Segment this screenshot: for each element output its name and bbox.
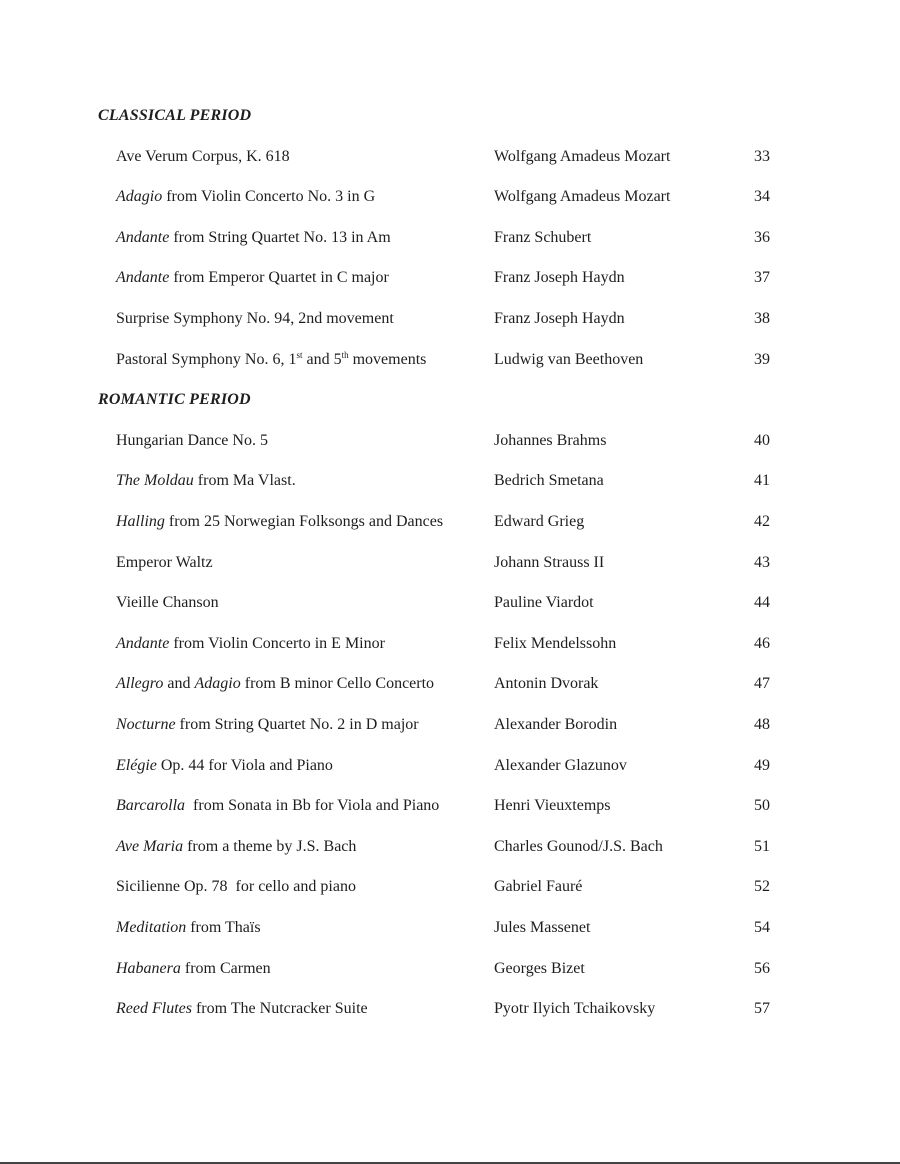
title-text-part: from Carmen	[180, 959, 271, 977]
title-text-part: Pastoral Symphony No. 6, 1	[116, 350, 297, 368]
title-italic-part: The Moldau	[116, 472, 194, 490]
entry-page-number: 54	[754, 919, 770, 936]
title-text-part: from 25 Norwegian Folksongs and Dances	[164, 513, 444, 530]
entry-title	[116, 872, 356, 902]
title-italic-part: Andante	[116, 269, 170, 287]
toc-entry	[0, 872, 900, 902]
toc-entry	[0, 182, 900, 212]
entry-composer: Alexander Borodin	[494, 716, 618, 733]
title-text-part: and 5	[302, 350, 342, 368]
title-text-part: from B minor Cello Concerto	[240, 675, 435, 693]
title-text-part: from a theme by J.S. Bach	[183, 837, 357, 855]
title-text-part: Surprise Symphony No. 94, 2nd movement	[116, 310, 394, 327]
entry-page-number: 38	[754, 310, 770, 327]
title-italic-part: Meditation	[116, 919, 187, 936]
section-heading: ROMANTIC PERIOD	[98, 391, 251, 409]
title-text-part: from Ma Vlast.	[193, 472, 296, 490]
entry-composer: Pauline Viardot	[494, 594, 594, 612]
toc-entry	[0, 466, 900, 496]
entry-page-number: 57	[754, 1000, 770, 1018]
entry-composer: Johannes Brahms	[494, 431, 607, 449]
toc-entry	[0, 223, 900, 253]
section-heading: CLASSICAL PERIOD	[98, 107, 252, 124]
entry-title	[116, 345, 426, 375]
toc-entry	[0, 669, 900, 699]
title-text-part: Emperor Waltz	[116, 553, 213, 571]
entry-title	[116, 466, 296, 496]
entry-composer: Georges Bizet	[494, 959, 585, 977]
entry-composer: Ludwig van Beethoven	[494, 350, 644, 368]
toc-entry	[0, 832, 900, 862]
entry-title	[116, 507, 443, 537]
entry-composer: Bedrich Smetana	[494, 472, 604, 490]
entry-page-number: 39	[754, 350, 770, 368]
entry-composer: Franz Joseph Haydn	[494, 269, 625, 287]
title-text-part: Ave Verum Corpus, K. 618	[116, 147, 290, 165]
title-italic-part: Reed Flutes	[116, 1000, 192, 1018]
toc-entry	[0, 507, 900, 537]
title-italic-part: Halling	[116, 513, 165, 530]
title-text-part: Vieille Chanson	[116, 594, 219, 612]
title-text-part: from The Nutcracker Suite	[191, 1000, 368, 1018]
ordinal-suffix: st	[296, 349, 303, 360]
title-text-part: from String Quartet No. 13 in Am	[169, 228, 391, 246]
entry-composer: Wolfgang Amadeus Mozart	[494, 188, 671, 206]
entry-composer: Charles Gounod/J.S. Bach	[494, 837, 663, 855]
entry-page-number: 43	[754, 553, 770, 571]
entry-composer: Edward Grieg	[494, 513, 585, 530]
entry-title	[116, 304, 394, 334]
entry-page-number: 51	[754, 837, 770, 855]
title-italic-part: Elégie	[116, 756, 157, 774]
toc-entry	[0, 710, 900, 740]
entry-page-number: 52	[754, 878, 770, 896]
entry-composer: Johann Strauss II	[494, 553, 605, 571]
entry-title	[116, 994, 368, 1024]
title-text-part: Op. 44 for Viola and Piano	[156, 756, 333, 774]
title-italic-part: Andante	[116, 634, 170, 652]
entry-title	[116, 182, 375, 212]
entry-title	[116, 263, 389, 293]
entry-composer: Antonin Dvorak	[494, 675, 599, 693]
entry-composer: Henri Vieuxtemps	[494, 797, 611, 815]
toc-entry	[0, 426, 900, 456]
entry-page-number: 40	[754, 431, 770, 449]
toc-entry	[0, 913, 900, 943]
entry-page-number: 42	[754, 513, 770, 530]
section-heading-row	[0, 385, 900, 415]
title-italic-part: Habanera	[116, 959, 181, 977]
toc-entry	[0, 994, 900, 1024]
entry-page-number: 34	[754, 188, 770, 206]
title-italic-part: Adagio	[116, 188, 163, 206]
entry-page-number: 50	[754, 797, 770, 815]
entry-title	[116, 954, 271, 984]
title-italic-part: Nocturne	[116, 716, 176, 733]
entry-composer: Franz Joseph Haydn	[494, 310, 625, 327]
entry-title	[116, 142, 290, 172]
toc-entry	[0, 345, 900, 375]
entry-title	[116, 223, 391, 253]
title-text-part: from Sonata in Bb for Viola and Piano	[185, 797, 440, 815]
toc-entry	[0, 548, 900, 578]
title-italic-part: Andante	[116, 228, 170, 246]
toc-entry	[0, 304, 900, 334]
entry-page-number: 46	[754, 634, 770, 652]
entry-title	[116, 548, 213, 578]
entry-title	[116, 669, 434, 699]
entry-title	[116, 791, 439, 821]
toc-entry	[0, 263, 900, 293]
entry-page-number: 49	[754, 756, 770, 774]
title-italic-part: Allegro	[116, 675, 164, 693]
entry-page-number: 37	[754, 269, 770, 287]
title-italic-part: Barcarolla	[116, 797, 186, 815]
toc-entry	[0, 629, 900, 659]
entry-composer: Gabriel Fauré	[494, 878, 583, 896]
title-text-part: from Violin Concerto in E Minor	[169, 634, 385, 652]
title-text-part: and	[163, 675, 195, 693]
toc-entry	[0, 751, 900, 781]
entry-page-number: 36	[754, 228, 770, 246]
entry-title	[116, 832, 356, 862]
entry-title	[116, 710, 419, 740]
toc-entry	[0, 954, 900, 984]
entry-title	[116, 751, 333, 781]
title-text-part: from Emperor Quartet in C major	[169, 269, 389, 287]
entry-page-number: 41	[754, 472, 770, 490]
entry-composer: Franz Schubert	[494, 228, 592, 246]
entry-composer: Felix Mendelssohn	[494, 634, 617, 652]
title-text-part: from Violin Concerto No. 3 in G	[162, 188, 376, 206]
entry-page-number: 48	[754, 716, 770, 733]
entry-title	[116, 426, 268, 456]
entry-composer: Pyotr Ilyich Tchaikovsky	[494, 1000, 656, 1018]
entry-composer: Alexander Glazunov	[494, 756, 627, 774]
title-text-part: Sicilienne Op. 78 for cello and piano	[116, 878, 356, 896]
entry-page-number: 44	[754, 594, 770, 612]
toc-entry	[0, 588, 900, 618]
entry-title	[116, 913, 261, 943]
entry-title	[116, 588, 219, 618]
entry-page-number: 47	[754, 675, 770, 693]
title-text-part: Hungarian Dance No. 5	[116, 431, 268, 449]
title-text-part: movements	[348, 350, 427, 368]
entry-page-number: 33	[754, 147, 770, 165]
title-italic-part: Adagio	[194, 675, 241, 693]
title-italic-part: Ave Maria	[116, 837, 184, 855]
ordinal-suffix: th	[341, 349, 349, 360]
section-heading-row	[0, 101, 900, 131]
title-text-part: from Thaïs	[186, 919, 261, 936]
entry-page-number: 56	[754, 959, 770, 977]
entry-composer: Wolfgang Amadeus Mozart	[494, 147, 671, 165]
title-text-part: from String Quartet No. 2 in D major	[175, 716, 419, 733]
entry-composer: Jules Massenet	[494, 919, 591, 936]
toc-entry	[0, 791, 900, 821]
toc-entry	[0, 142, 900, 172]
entry-title	[116, 629, 385, 659]
